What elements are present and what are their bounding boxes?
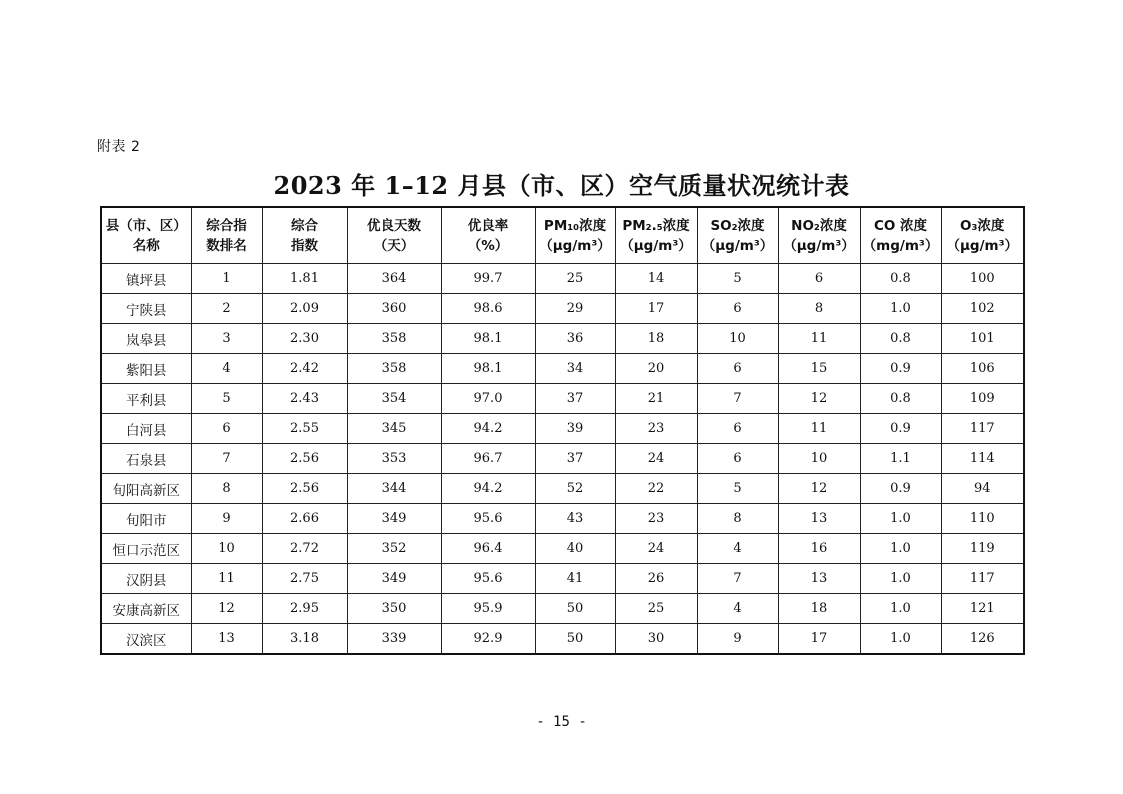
good-days-cell: 352: [347, 534, 441, 564]
composite-index-cell: 2.66: [262, 504, 347, 534]
pm10-cell: 37: [535, 444, 615, 474]
so2-cell: 4: [697, 534, 778, 564]
table-row: [101, 294, 1024, 324]
good-rate-cell: 94.2: [441, 474, 535, 504]
so2-cell: 10: [697, 324, 778, 354]
good-rate-cell: 98.1: [441, 324, 535, 354]
composite-index-cell: 2.55: [262, 414, 347, 444]
so2-cell: 5: [697, 264, 778, 294]
o3-cell: 109: [941, 384, 1024, 414]
rank-cell: 7: [191, 444, 262, 474]
header-line-2: （μg/m³）: [783, 237, 855, 254]
table-row: [101, 444, 1024, 474]
rank-cell: 1: [191, 264, 262, 294]
page-title: 2023 年 1–12 月县（市、区）空气质量状况统计表: [273, 171, 850, 200]
header-line-1: O₃浓度: [960, 217, 1005, 234]
county-name-header: [101, 207, 191, 264]
no2-cell: 12: [778, 384, 860, 414]
composite-index-cell: 2.75: [262, 564, 347, 594]
pm25-cell: 24: [615, 534, 697, 564]
so2-cell: 4: [697, 594, 778, 624]
header-line-2: （%）: [467, 237, 509, 254]
composite-index-cell: 2.56: [262, 444, 347, 474]
pm10-cell: 50: [535, 624, 615, 655]
rank-header: [191, 207, 262, 264]
o3-cell: 119: [941, 534, 1024, 564]
no2-cell: 6: [778, 264, 860, 294]
good-days-header: [347, 207, 441, 264]
o3-cell: 110: [941, 504, 1024, 534]
county-name-cell: 岚皋县: [101, 324, 191, 354]
composite-index-cell: 2.72: [262, 534, 347, 564]
good-days-cell: 345: [347, 414, 441, 444]
no2-cell: 15: [778, 354, 860, 384]
so2-cell: 6: [697, 354, 778, 384]
rank-cell: 5: [191, 384, 262, 414]
header-line-2: （天）: [373, 237, 415, 254]
county-name-cell: 汉滨区: [101, 624, 191, 655]
so2-cell: 6: [697, 414, 778, 444]
pm25-cell: 26: [615, 564, 697, 594]
co-cell: 0.8: [860, 384, 941, 414]
so2-cell: 7: [697, 564, 778, 594]
table-row: [101, 594, 1024, 624]
so2-cell: 5: [697, 474, 778, 504]
rank-cell: 12: [191, 594, 262, 624]
header-line-1: 综合: [291, 217, 318, 234]
co-cell: 1.0: [860, 594, 941, 624]
no2-cell: 17: [778, 624, 860, 655]
co-header: [860, 207, 941, 264]
co-cell: 0.9: [860, 414, 941, 444]
pm10-cell: 34: [535, 354, 615, 384]
county-name-cell: 石泉县: [101, 444, 191, 474]
co-cell: 0.8: [860, 264, 941, 294]
so2-cell: 8: [697, 504, 778, 534]
pm25-cell: 22: [615, 474, 697, 504]
good-rate-header: [441, 207, 535, 264]
header-line-1: PM₁₀浓度: [543, 217, 607, 234]
good-rate-cell: 95.6: [441, 564, 535, 594]
pm10-header: [535, 207, 615, 264]
o3-cell: 101: [941, 324, 1024, 354]
good-rate-cell: 99.7: [441, 264, 535, 294]
pm25-cell: 18: [615, 324, 697, 354]
header-line-1: 优良率: [467, 217, 509, 234]
good-days-cell: 344: [347, 474, 441, 504]
table-row: [101, 264, 1024, 294]
o3-cell: 94: [941, 474, 1024, 504]
pm25-cell: 30: [615, 624, 697, 655]
co-cell: 1.0: [860, 624, 941, 655]
pm25-header: [615, 207, 697, 264]
table-row: [101, 504, 1024, 534]
co-cell: 1.0: [860, 504, 941, 534]
table-row: [101, 354, 1024, 384]
good-days-cell: 354: [347, 384, 441, 414]
no2-cell: 16: [778, 534, 860, 564]
table-row: [101, 534, 1024, 564]
pm10-cell: 41: [535, 564, 615, 594]
no2-cell: 10: [778, 444, 860, 474]
rank-cell: 8: [191, 474, 262, 504]
header-line-2: （mg/m³）: [862, 237, 939, 254]
o3-header: [941, 207, 1024, 264]
no2-cell: 13: [778, 564, 860, 594]
rank-cell: 3: [191, 324, 262, 354]
good-days-cell: 353: [347, 444, 441, 474]
header-line-2: 指数: [291, 237, 318, 254]
composite-index-cell: 1.81: [262, 264, 347, 294]
header-line-1: NO₂浓度: [791, 217, 847, 234]
no2-cell: 13: [778, 504, 860, 534]
pm25-cell: 23: [615, 414, 697, 444]
good-rate-cell: 92.9: [441, 624, 535, 655]
header-line-1: 综合指: [206, 217, 247, 234]
pm25-cell: 21: [615, 384, 697, 414]
co-cell: 0.9: [860, 354, 941, 384]
good-rate-cell: 98.6: [441, 294, 535, 324]
county-name-cell: 汉阴县: [101, 564, 191, 594]
header-line-2: （μg/m³）: [701, 237, 774, 254]
good-days-cell: 339: [347, 624, 441, 655]
county-name-cell: 安康高新区: [101, 594, 191, 624]
good-rate-cell: 95.6: [441, 504, 535, 534]
county-name-cell: 白河县: [101, 414, 191, 444]
good-rate-cell: 96.7: [441, 444, 535, 474]
good-rate-cell: 95.9: [441, 594, 535, 624]
so2-cell: 7: [697, 384, 778, 414]
table-header-row: [101, 207, 1024, 264]
header-line-2: （μg/m³）: [946, 237, 1018, 254]
o3-cell: 100: [941, 264, 1024, 294]
good-rate-cell: 97.0: [441, 384, 535, 414]
good-days-cell: 358: [347, 324, 441, 354]
header-line-1: SO₂浓度: [710, 217, 765, 234]
county-name-cell: 宁陕县: [101, 294, 191, 324]
rank-cell: 9: [191, 504, 262, 534]
composite-index-header: [262, 207, 347, 264]
composite-index-cell: 2.95: [262, 594, 347, 624]
county-name-cell: 旬阳市: [101, 504, 191, 534]
table-row: [101, 414, 1024, 444]
so2-header: [697, 207, 778, 264]
county-name-cell: 紫阳县: [101, 354, 191, 384]
pm10-cell: 40: [535, 534, 615, 564]
good-days-cell: 349: [347, 564, 441, 594]
o3-cell: 117: [941, 564, 1024, 594]
table-row: [101, 564, 1024, 594]
composite-index-cell: 2.56: [262, 474, 347, 504]
co-cell: 1.0: [860, 534, 941, 564]
good-days-cell: 360: [347, 294, 441, 324]
pm25-cell: 17: [615, 294, 697, 324]
rank-cell: 13: [191, 624, 262, 655]
header-line-2: 名称: [132, 237, 160, 254]
header-line-2: （μg/m³）: [620, 237, 692, 254]
so2-cell: 6: [697, 444, 778, 474]
co-cell: 0.8: [860, 324, 941, 354]
no2-cell: 12: [778, 474, 860, 504]
good-days-cell: 364: [347, 264, 441, 294]
county-name-cell: 平利县: [101, 384, 191, 414]
page-number: - 15 -: [536, 714, 587, 730]
good-days-cell: 349: [347, 504, 441, 534]
o3-cell: 121: [941, 594, 1024, 624]
co-cell: 0.9: [860, 474, 941, 504]
pm10-cell: 50: [535, 594, 615, 624]
pm10-cell: 25: [535, 264, 615, 294]
rank-cell: 4: [191, 354, 262, 384]
pm25-cell: 24: [615, 444, 697, 474]
air-quality-table: [100, 206, 1025, 655]
o3-cell: 117: [941, 414, 1024, 444]
good-rate-cell: 98.1: [441, 354, 535, 384]
composite-index-cell: 2.43: [262, 384, 347, 414]
header-line-1: CO 浓度: [873, 217, 928, 234]
pm25-cell: 25: [615, 594, 697, 624]
good-days-cell: 358: [347, 354, 441, 384]
good-rate-cell: 94.2: [441, 414, 535, 444]
pm10-cell: 52: [535, 474, 615, 504]
o3-cell: 126: [941, 624, 1024, 655]
county-name-cell: 恒口示范区: [101, 534, 191, 564]
no2-header: [778, 207, 860, 264]
pm25-cell: 20: [615, 354, 697, 384]
o3-cell: 102: [941, 294, 1024, 324]
composite-index-cell: 3.18: [262, 624, 347, 655]
so2-cell: 6: [697, 294, 778, 324]
composite-index-cell: 2.09: [262, 294, 347, 324]
pm10-cell: 37: [535, 384, 615, 414]
pm10-cell: 36: [535, 324, 615, 354]
good-days-cell: 350: [347, 594, 441, 624]
table-row: [101, 324, 1024, 354]
rank-cell: 10: [191, 534, 262, 564]
co-cell: 1.1: [860, 444, 941, 474]
composite-index-cell: 2.42: [262, 354, 347, 384]
table-row: [101, 384, 1024, 414]
no2-cell: 11: [778, 414, 860, 444]
pm25-cell: 23: [615, 504, 697, 534]
o3-cell: 114: [941, 444, 1024, 474]
pm25-cell: 14: [615, 264, 697, 294]
header-line-2: 数排名: [206, 237, 247, 254]
appendix-caption: 附表 2: [97, 139, 141, 155]
air-quality-table-container: [100, 206, 1023, 655]
co-cell: 1.0: [860, 564, 941, 594]
co-cell: 1.0: [860, 294, 941, 324]
o3-cell: 106: [941, 354, 1024, 384]
pm10-cell: 39: [535, 414, 615, 444]
pm10-cell: 43: [535, 504, 615, 534]
table-body: [101, 264, 1024, 655]
no2-cell: 8: [778, 294, 860, 324]
so2-cell: 9: [697, 624, 778, 655]
header-line-1: 优良天数: [367, 217, 421, 234]
rank-cell: 6: [191, 414, 262, 444]
good-rate-cell: 96.4: [441, 534, 535, 564]
header-line-1: PM₂.₅浓度: [622, 217, 690, 234]
rank-cell: 2: [191, 294, 262, 324]
composite-index-cell: 2.30: [262, 324, 347, 354]
header-line-2: （μg/m³）: [539, 237, 611, 254]
county-name-cell: 旬阳高新区: [101, 474, 191, 504]
table-row: [101, 624, 1024, 655]
rank-cell: 11: [191, 564, 262, 594]
no2-cell: 11: [778, 324, 860, 354]
header-line-1: 县（市、区）: [105, 217, 187, 234]
table-row: [101, 474, 1024, 504]
county-name-cell: 镇坪县: [101, 264, 191, 294]
no2-cell: 18: [778, 594, 860, 624]
pm10-cell: 29: [535, 294, 615, 324]
